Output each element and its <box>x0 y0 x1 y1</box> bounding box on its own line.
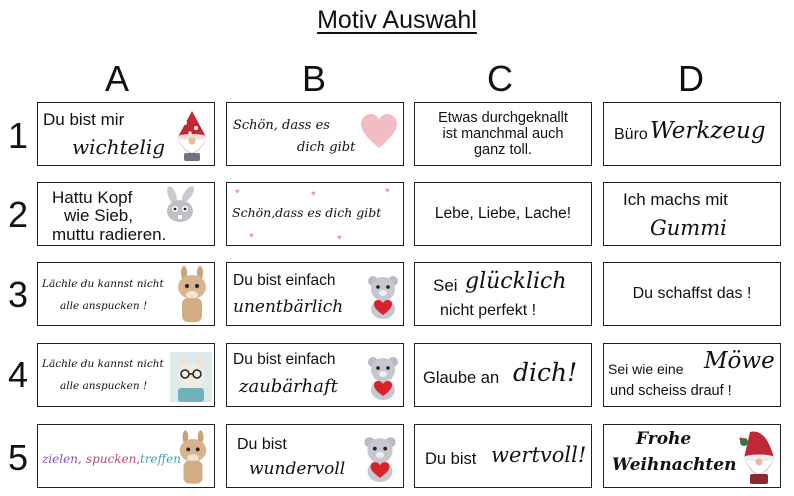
motif-cell-b5[interactable] <box>226 424 404 488</box>
motif-d5-line1: Frohe <box>636 429 692 449</box>
motif-cell-a5[interactable] <box>37 424 215 488</box>
row-header-4: 4 <box>7 354 29 395</box>
motif-d2-line2: Gummi <box>650 216 727 240</box>
motif-cell-a3[interactable] <box>37 262 215 326</box>
motif-cell-b1[interactable] <box>226 102 404 166</box>
bear-heart-icon <box>361 434 399 482</box>
motif-cell-a4[interactable] <box>37 343 215 407</box>
motif-c5-word2: wertvoll! <box>491 443 587 467</box>
motif-cell-c3[interactable] <box>414 262 592 326</box>
motif-b3-line2: unentbärlich <box>233 297 344 317</box>
motif-b1-line2: dich gibt <box>297 140 356 155</box>
motif-a2-line1: Hattu Kopf <box>52 188 133 207</box>
motif-cell-a1[interactable] <box>37 102 215 166</box>
page-title: Motiv Auswahl <box>317 6 477 34</box>
bear-heart-icon <box>365 273 401 319</box>
motif-d1-word2: Werkzeug <box>650 118 766 144</box>
heart-icon <box>359 112 399 152</box>
motif-cell-d3[interactable] <box>603 262 781 326</box>
motif-b5-line2: wundervoll <box>249 459 346 479</box>
motif-a2-line3: muttu radieren. <box>52 225 167 244</box>
motif-cell-c2[interactable] <box>414 182 592 246</box>
motif-cell-b4[interactable] <box>226 343 404 407</box>
column-header-c: C <box>487 58 513 99</box>
row-header-3: 3 <box>7 274 29 315</box>
motif-a5-word3: treffen <box>140 452 181 466</box>
motif-d4-word2: Möwe <box>704 348 775 374</box>
column-header-d: D <box>678 58 704 99</box>
gnome-icon <box>736 428 780 486</box>
motif-cell-d1[interactable] <box>603 102 781 166</box>
motif-a5-word1: zielen, <box>42 452 82 466</box>
motif-cell-c5[interactable] <box>414 424 592 488</box>
motif-b3-line1: Du bist einfach <box>233 272 336 289</box>
motif-cell-d5[interactable] <box>603 424 781 488</box>
gnome-icon <box>170 109 214 163</box>
bunny-icon <box>158 185 202 225</box>
motif-d5-line2: Weihnachten <box>612 455 737 475</box>
motif-c1-line1: Etwas durchgeknallt <box>438 109 568 126</box>
motif-d4-word1: Sei wie eine <box>608 361 684 377</box>
motif-cell-d2[interactable] <box>603 182 781 246</box>
motif-b1-line1: Schön, dass es <box>233 118 330 133</box>
motif-c3-word1: Sei <box>433 276 458 295</box>
motif-a1-line1: Du bist mir <box>43 110 125 129</box>
motif-c4-word2: dich! <box>513 358 578 387</box>
motif-c3-word2: glücklich <box>465 269 567 294</box>
motif-a3-line1: Lächle du kannst nicht <box>42 278 164 290</box>
motif-b4-line1: Du bist einfach <box>233 351 336 368</box>
motif-cell-c4[interactable] <box>414 343 592 407</box>
motif-b4-line2: zaubärhaft <box>239 376 338 397</box>
motif-a3-line2: alle anspucken ! <box>60 300 148 312</box>
motif-b2-line1: Schön,dass es dich gibt <box>232 205 382 220</box>
motif-a5-word2: spucken, <box>86 452 141 466</box>
motif-d1-word1: Büro <box>614 126 648 143</box>
motif-a1-line2: wichtelig <box>72 135 166 159</box>
motif-c5-word1: Du bist <box>425 450 477 468</box>
motif-d2-line1: Ich machs mit <box>623 190 728 209</box>
row-header-2: 2 <box>7 194 29 235</box>
motif-c4-word1: Glaube an <box>423 369 500 387</box>
motif-cell-b3[interactable] <box>226 262 404 326</box>
row-header-1: 1 <box>7 115 29 156</box>
motif-a4-line1: Lächle du kannst nicht <box>42 358 164 370</box>
motif-c2-line1: Lebe, Liebe, Lache! <box>434 205 572 223</box>
column-header-a: A <box>104 58 129 99</box>
motif-cell-d4[interactable] <box>603 343 781 407</box>
column-header-b: B <box>301 58 326 99</box>
motif-c3-line2: nicht perfekt ! <box>440 302 537 319</box>
motif-a2-line2: wie Sieb, <box>64 206 133 225</box>
motif-d3-line1: Du schaffst das ! <box>632 285 752 303</box>
motif-cell-c1[interactable] <box>414 102 592 166</box>
row-header-5: 5 <box>7 437 29 478</box>
llama-icon <box>172 265 212 323</box>
llama-icon <box>174 428 212 486</box>
motif-b5-line1: Du bist <box>237 436 287 453</box>
motif-d4-line2: und scheiss drauf ! <box>610 383 732 399</box>
motif-cell-b2[interactable]: ♥ ♥ ♥ ♥ ♥ Schön,dass es dich gibt <box>226 182 404 246</box>
motif-c1-line2: ist manchmal auch <box>442 125 564 142</box>
motif-c1-line3: ganz toll. <box>473 142 533 159</box>
llama-glasses-icon <box>170 352 212 402</box>
motif-a4-line2: alle anspucken ! <box>60 380 148 392</box>
bear-heart-icon <box>365 354 401 400</box>
motif-cell-a2[interactable] <box>37 182 215 246</box>
